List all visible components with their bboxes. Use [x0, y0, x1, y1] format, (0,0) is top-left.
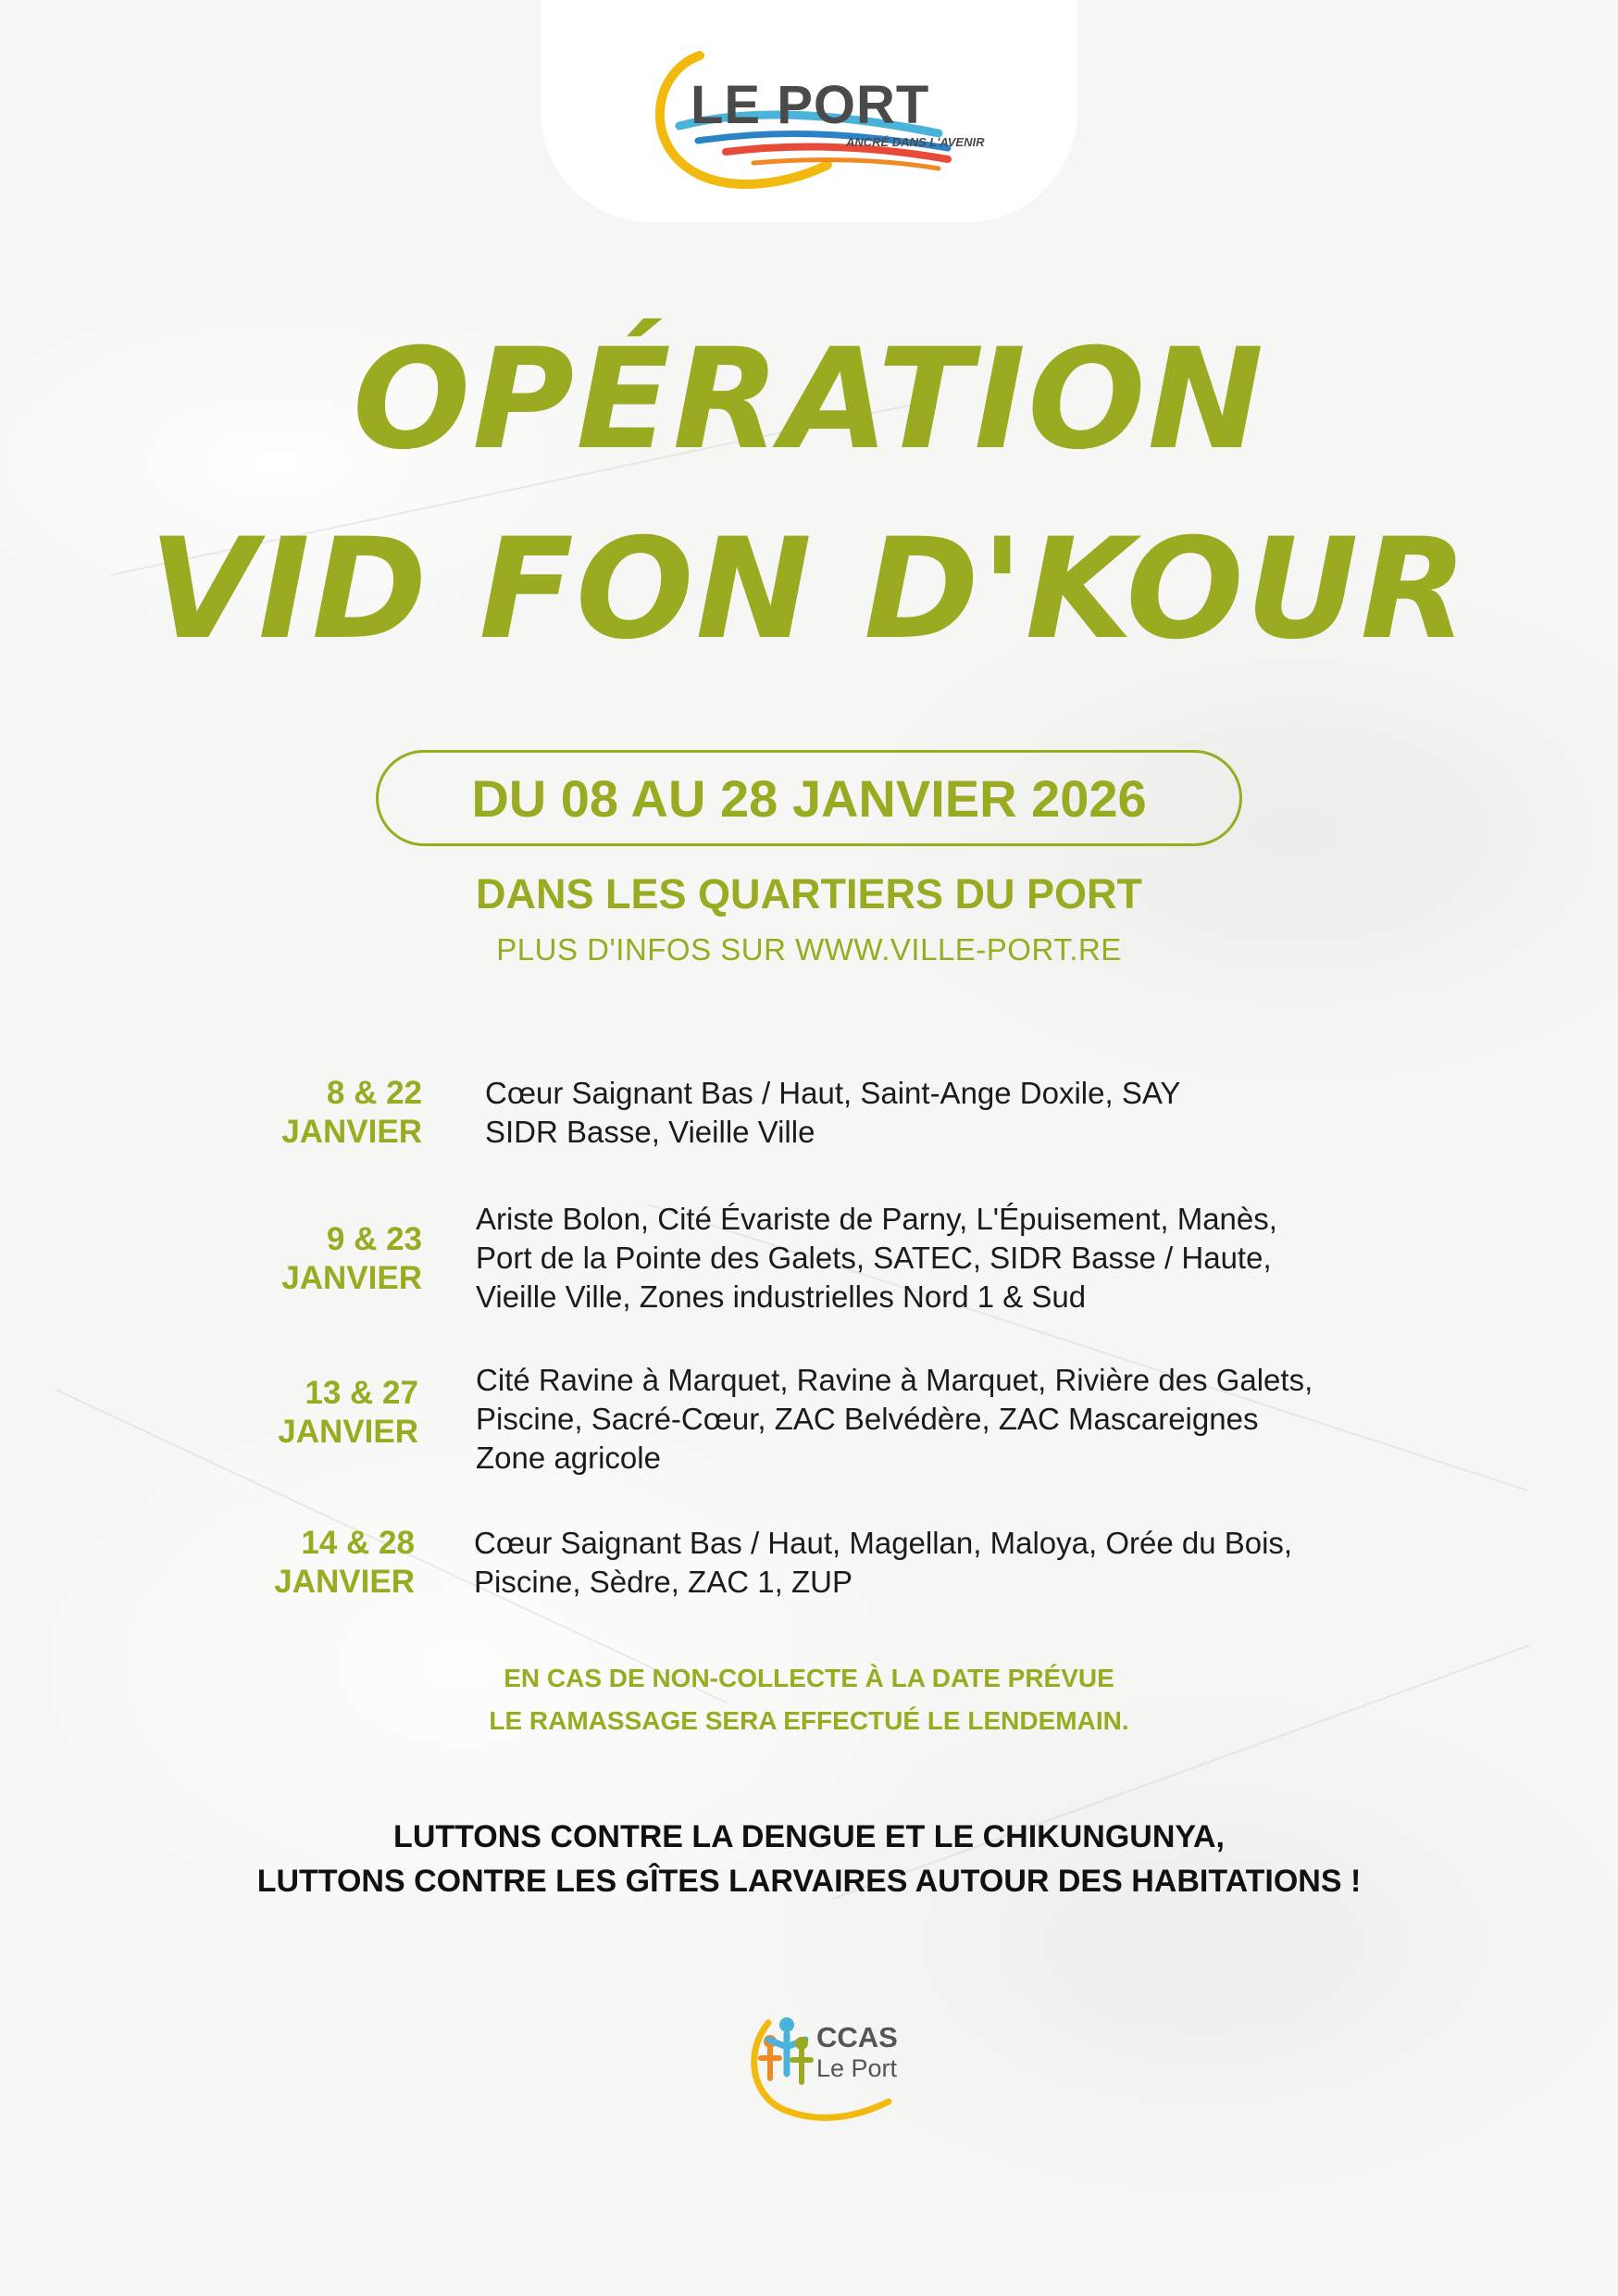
place-line: Port de la Pointe des Galets, SATEC, SIDR Basse / Haute, — [476, 1241, 1272, 1275]
headline-line-1: OPÉRATION — [352, 319, 1266, 480]
slogan — [0, 1815, 1618, 1903]
schedule-date — [202, 1524, 415, 1602]
collection-notice — [0, 1657, 1618, 1742]
schedule-days: 14 & 28 — [301, 1525, 415, 1561]
le-port-logo — [642, 44, 994, 202]
place-line: SIDR Basse, Vieille Ville — [485, 1115, 815, 1149]
place-line: Cœur Saignant Bas / Haut, Magellan, Maloya, Orée du Bois, — [474, 1526, 1293, 1560]
schedule-date — [209, 1220, 422, 1298]
schedule-month: JANVIER — [274, 1564, 415, 1600]
slogan-line-1: LUTTONS CONTRE LA DENGUE ET LE CHIKUNGUNYA, — [393, 1819, 1225, 1854]
place-line: Cœur Saignant Bas / Haut, Saint-Ange Doxile, SAY — [485, 1076, 1181, 1110]
logo-title: LE PORT — [691, 75, 930, 135]
slogan-line-2: LUTTONS CONTRE LES GÎTES LARVAIRES AUTOUR DES HABITATIONS ! — [256, 1864, 1362, 1899]
ccas-sub: Le Port — [816, 2054, 898, 2082]
schedule-places — [474, 1524, 1292, 1602]
notice-line-2: LE RAMASSAGE SERA EFFECTUÉ LE LENDEMAIN. — [489, 1706, 1129, 1735]
schedule-date — [205, 1374, 418, 1452]
place-line: Cité Ravine à Marquet, Ravine à Marquet, Rivière des Galets, — [476, 1363, 1313, 1397]
headline-line-2: VID FON D'KOUR — [148, 509, 1470, 670]
schedule-month: JANVIER — [281, 1114, 422, 1150]
period-badge — [376, 750, 1242, 846]
place-line: Vieille Ville, Zones industrielles Nord 1 & Sud — [476, 1279, 1087, 1314]
schedule-days: 9 & 23 — [326, 1221, 422, 1257]
period-text: DU 08 AU 28 JANVIER 2026 — [471, 768, 1147, 828]
logo-tagline: ANCRÉ DANS L'AVENIR — [846, 135, 985, 149]
schedule-date — [209, 1074, 422, 1152]
subtitle: DANS LES QUARTIERS DU PORT — [475, 870, 1143, 917]
ccas-name: CCAS — [816, 2021, 898, 2053]
schedule-month: JANVIER — [281, 1260, 422, 1296]
ccas-logo — [741, 1986, 926, 2134]
schedule-places — [485, 1074, 1180, 1152]
place-line: Piscine, Sèdre, ZAC 1, ZUP — [474, 1565, 853, 1599]
place-line: Piscine, Sacré-Cœur, ZAC Belvédère, ZAC Mascareignes — [476, 1402, 1259, 1436]
schedule-places — [476, 1361, 1313, 1478]
schedule-places — [476, 1200, 1277, 1316]
schedule-month: JANVIER — [278, 1414, 418, 1450]
schedule-days: 8 & 22 — [326, 1075, 422, 1111]
more-info-link[interactable]: PLUS D'INFOS SUR WWW.VILLE-PORT.RE — [496, 932, 1122, 967]
notice-line-1: EN CAS DE NON-COLLECTE À LA DATE PRÉVUE — [504, 1664, 1114, 1692]
place-line: Zone agricole — [476, 1441, 661, 1475]
schedule-days: 13 & 27 — [305, 1375, 418, 1411]
place-line: Ariste Bolon, Cité Évariste de Parny, L'Épuisement, Manès, — [476, 1202, 1277, 1236]
